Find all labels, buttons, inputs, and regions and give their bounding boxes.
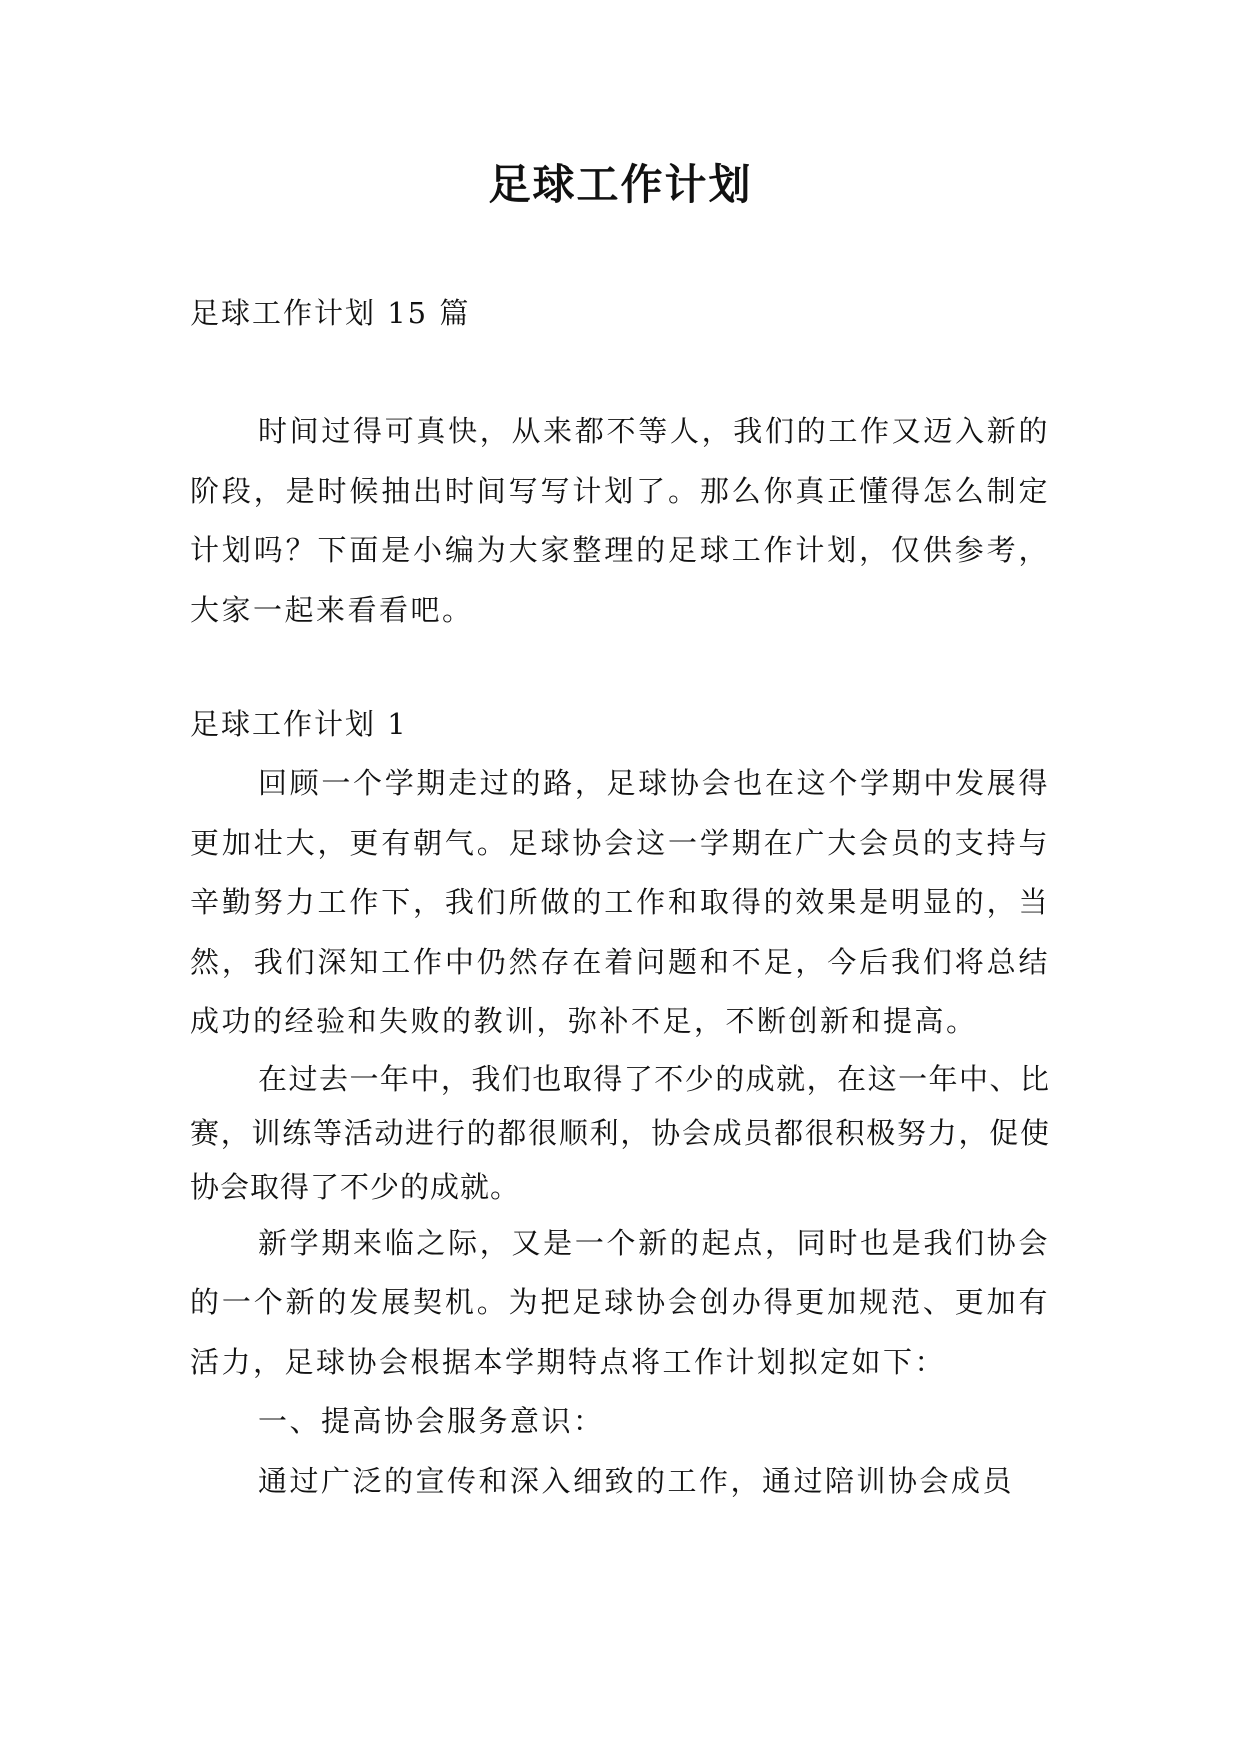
paragraph: 回顾一个学期走过的路，足球协会也在这个学期中发展得更加壮大，更有朝气。足球协会这一学期在广大会员的支持与辛勤努力工作下，我们所做的工作和取得的效果是明显的，当然，我们深知工作中仍然存在着问题和不足，今后我们将总结成功的经验和失败的教训，弥补不足，不断创新和提高。	[190, 766, 1050, 1038]
paragraph: 新学期来临之际，又是一个新的起点，同时也是我们协会的一个新的发展契机。为把足球协会创办得更加规范、更加有活力，足球协会根据本学期特点将工作计划拟定如下：	[190, 1225, 1050, 1379]
section-body	[190, 754, 1050, 1511]
intro-block	[190, 402, 1050, 640]
intro-paragraph: 时间过得可真快，从来都不等人，我们的工作又迈入新的阶段，是时候抽出时间写写计划了。那么你真正懂得怎么制定计划吗？下面是小编为大家整理的足球工作计划，仅供参考，大家一起来看看吧。	[190, 414, 1050, 627]
paragraph: 一、提高协会服务意识：	[258, 1404, 605, 1438]
paragraph: 通过广泛的宣传和深入细致的工作，通过陪训协会成员	[258, 1463, 1015, 1498]
document-title: 足球工作计划	[488, 160, 753, 209]
paragraph: 在过去一年中，我们也取得了不少的成就，在这一年中、比赛，训练等活动进行的都很顺利，协会成员都很积极努力，促使协会取得了不少的成就。	[190, 1061, 1050, 1204]
document-subtitle: 足球工作计划 15 篇	[190, 296, 471, 330]
section-heading: 足球工作计划 1	[190, 707, 408, 741]
